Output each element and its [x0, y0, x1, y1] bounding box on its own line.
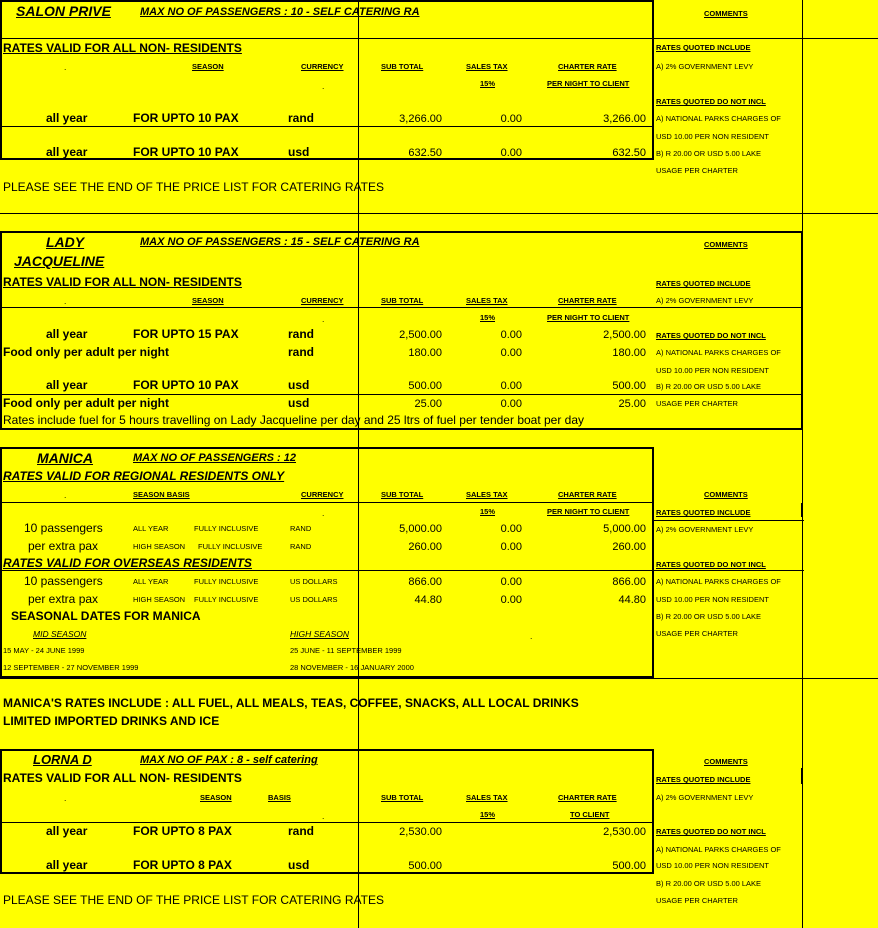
dot: .: [64, 296, 67, 306]
salestax: 0.00: [500, 523, 522, 535]
catering-note: PLEASE SEE THE END OF THE PRICE LIST FOR CATERING RATES: [3, 180, 384, 194]
side-note: A) NATIONAL PARKS CHARGES OF: [656, 845, 781, 854]
subtotal-header: SUB TOTAL: [381, 793, 424, 802]
percent-header: 15%: [480, 810, 496, 819]
grid-line: [802, 0, 803, 928]
charter-rate: 500.00: [612, 380, 646, 392]
toclient-header: TO CLIENT: [570, 810, 610, 819]
description: FOR UPTO 8 PAX: [133, 858, 232, 872]
currency: RAND: [290, 542, 312, 551]
currency-header: CURRENCY: [301, 490, 344, 499]
grid-line: [801, 768, 803, 784]
pax-label: per extra pax: [28, 592, 99, 606]
charter-rate: 180.00: [612, 347, 646, 359]
fuel-note: Rates include fuel for 5 hours travelling on Lady Jacqueline per day and 25 ltrs of fuel per tender boat per day: [3, 413, 585, 427]
subtotal: 25.00: [414, 398, 442, 410]
row-divider: [0, 394, 803, 395]
pernight-header: PER NIGHT TO CLIENT: [547, 79, 630, 88]
dot: .: [64, 490, 67, 500]
basis: FULLY INCLUSIVE: [194, 577, 259, 586]
salestax-header: SALES TAX: [466, 296, 508, 305]
dot: .: [64, 793, 67, 803]
season-header: SEASON: [200, 793, 232, 802]
comments-heading: COMMENTS: [704, 490, 748, 499]
rates-valid-label: RATES VALID FOR ALL NON- RESIDENTS: [3, 275, 242, 289]
charter-header: CHARTER RATE: [558, 62, 617, 71]
salestax: 0.00: [500, 380, 522, 392]
season: HIGH SEASON: [133, 542, 186, 551]
row-divider: [0, 307, 803, 308]
salestax: 0.00: [500, 594, 522, 606]
currency-header: CURRENCY: [301, 296, 344, 305]
currency: rand: [288, 824, 315, 838]
currency: rand: [288, 111, 315, 125]
side-note: USAGE PER CHARTER: [656, 166, 738, 175]
pax-label: 10 passengers: [24, 574, 103, 588]
pernight-header: PER NIGHT TO CLIENT: [547, 507, 630, 516]
grid-line: [0, 678, 878, 679]
side-note: RATES QUOTED DO NOT INCL: [656, 827, 766, 836]
boat-title: LORNA D: [33, 752, 92, 767]
season: ALL YEAR: [133, 577, 169, 586]
dot: .: [322, 811, 325, 821]
charter-rate: 2,530.00: [603, 826, 646, 838]
side-note: RATES QUOTED INCLUDE: [656, 43, 751, 52]
period: all year: [46, 327, 88, 341]
comments-heading: COMMENTS: [704, 9, 748, 18]
row-divider: [0, 570, 654, 571]
side-note: USD 10.00 PER NON RESIDENT: [656, 366, 769, 375]
mid-season-dates: 12 SEPTEMBER - 27 NOVEMBER 1999: [3, 663, 139, 672]
max-passengers: MAX NO OF PASSENGERS : 15 - SELF CATERING RA: [140, 236, 420, 248]
basis: FULLY INCLUSIVE: [198, 542, 263, 551]
charter-rate: 866.00: [612, 576, 646, 588]
manica-includes: LIMITED IMPORTED DRINKS AND ICE: [3, 714, 220, 728]
comments-heading: COMMENTS: [704, 240, 748, 249]
subtotal: 3,266.00: [399, 113, 442, 125]
season: HIGH SEASON: [133, 595, 186, 604]
subtotal: 500.00: [408, 380, 442, 392]
side-note: RATES QUOTED INCLUDE: [656, 508, 751, 517]
salestax: 0.00: [500, 147, 522, 159]
comments-heading: COMMENTS: [704, 757, 748, 766]
manica-includes: MANICA'S RATES INCLUDE : ALL FUEL, ALL MEALS, TEAS, COFFEE, SNACKS, ALL LOCAL DRINKS: [3, 696, 579, 710]
basis-header: BASIS: [268, 793, 291, 802]
season-header: SEASON: [192, 296, 224, 305]
dot: .: [322, 508, 325, 518]
description: FOR UPTO 10 PAX: [133, 111, 239, 125]
percent-header: 15%: [480, 79, 496, 88]
salestax: 0.00: [500, 329, 522, 341]
side-note: A) NATIONAL PARKS CHARGES OF: [656, 577, 781, 586]
salestax-header: SALES TAX: [466, 490, 508, 499]
row-divider: [0, 822, 654, 823]
charter-rate: 260.00: [612, 541, 646, 553]
row-divider: [0, 126, 654, 127]
side-note: B) R 20.00 OR USD 5.00 LAKE: [656, 149, 762, 158]
charter-rate: 44.80: [618, 594, 646, 606]
row-divider: [654, 38, 804, 39]
boat-title: JACQUELINE: [14, 253, 105, 269]
season-header: SEASON: [192, 62, 224, 71]
pernight-header: PER NIGHT TO CLIENT: [547, 313, 630, 322]
lorna-box: [0, 749, 654, 874]
dot: .: [322, 314, 325, 324]
charter-header: CHARTER RATE: [558, 793, 617, 802]
side-note: A) 2% GOVERNMENT LEVY: [656, 62, 754, 71]
side-note: USD 10.00 PER NON RESIDENT: [656, 132, 769, 141]
max-passengers: MAX NO OF PASSENGERS : 10 - SELF CATERING RA: [140, 6, 420, 18]
side-note: USD 10.00 PER NON RESIDENT: [656, 861, 769, 870]
currency: usd: [288, 396, 310, 410]
salestax: 0.00: [500, 347, 522, 359]
currency: usd: [288, 378, 310, 392]
high-season-label: HIGH SEASON: [290, 629, 350, 639]
row-divider: [654, 520, 804, 521]
side-note: RATES QUOTED DO NOT INCL: [656, 97, 766, 106]
period: all year: [46, 824, 88, 838]
salestax: 0.00: [500, 113, 522, 125]
currency-header: CURRENCY: [301, 62, 344, 71]
charter-rate: 2,500.00: [603, 329, 646, 341]
side-note: RATES QUOTED DO NOT INCL: [656, 331, 766, 340]
side-note: USD 10.00 PER NON RESIDENT: [656, 595, 769, 604]
charter-rate: 500.00: [612, 860, 646, 872]
percent-header: 15%: [480, 507, 496, 516]
subtotal: 260.00: [408, 541, 442, 553]
basis: FULLY INCLUSIVE: [194, 595, 259, 604]
subtotal: 5,000.00: [399, 523, 442, 535]
side-note: USAGE PER CHARTER: [656, 896, 738, 905]
rates-valid-label: RATES VALID FOR ALL NON- RESIDENTS: [3, 771, 242, 785]
charter-header: CHARTER RATE: [558, 296, 617, 305]
subtotal: 500.00: [408, 860, 442, 872]
row-divider: [0, 502, 654, 503]
high-season-dates: 25 JUNE - 11 SEPTEMBER 1999: [290, 646, 402, 655]
max-passengers: MAX NO OF PAX : 8 - self catering: [140, 754, 318, 766]
percent-header: 15%: [480, 313, 496, 322]
period: Food only per adult per night: [3, 345, 169, 359]
charter-rate: 632.50: [612, 147, 646, 159]
salestax: 0.00: [500, 541, 522, 553]
currency: RAND: [290, 524, 312, 533]
grid-line: [801, 503, 803, 517]
dot: .: [322, 81, 325, 91]
period: all year: [46, 111, 88, 125]
subtotal-header: SUB TOTAL: [381, 296, 424, 305]
side-note: USAGE PER CHARTER: [656, 399, 738, 408]
catering-note: PLEASE SEE THE END OF THE PRICE LIST FOR CATERING RATES: [3, 893, 384, 907]
side-note: RATES QUOTED INCLUDE: [656, 279, 751, 288]
boat-title: SALON PRIVE: [16, 3, 111, 19]
boat-title: MANICA: [37, 450, 93, 466]
subtotal-header: SUB TOTAL: [381, 62, 424, 71]
subtotal-header: SUB TOTAL: [381, 490, 424, 499]
currency: US DOLLARS: [290, 595, 338, 604]
side-note: B) R 20.00 OR USD 5.00 LAKE: [656, 879, 762, 888]
pax-label: per extra pax: [28, 539, 99, 553]
subtotal: 866.00: [408, 576, 442, 588]
description: FOR UPTO 8 PAX: [133, 824, 232, 838]
side-note: RATES QUOTED DO NOT INCL: [656, 560, 766, 569]
side-note: A) 2% GOVERNMENT LEVY: [656, 793, 754, 802]
rates-valid-label: RATES VALID FOR ALL NON- RESIDENTS: [3, 41, 242, 55]
side-note: B) R 20.00 OR USD 5.00 LAKE: [656, 612, 762, 621]
side-note: USAGE PER CHARTER: [656, 629, 738, 638]
salestax-header: SALES TAX: [466, 793, 508, 802]
currency: usd: [288, 858, 310, 872]
dot: .: [530, 631, 533, 641]
subtotal: 2,500.00: [399, 329, 442, 341]
charter-rate: 3,266.00: [603, 113, 646, 125]
period: all year: [46, 858, 88, 872]
side-note: A) NATIONAL PARKS CHARGES OF: [656, 348, 781, 357]
salestax: 0.00: [500, 576, 522, 588]
side-note: RATES QUOTED INCLUDE: [656, 775, 751, 784]
side-note: A) NATIONAL PARKS CHARGES OF: [656, 114, 781, 123]
description: FOR UPTO 15 PAX: [133, 327, 239, 341]
rates-valid-label: RATES VALID FOR OVERSEAS RESIDENTS: [3, 556, 252, 570]
row-divider: [654, 570, 804, 571]
charter-rate: 25.00: [618, 398, 646, 410]
salestax-header: SALES TAX: [466, 62, 508, 71]
salestax: 0.00: [500, 398, 522, 410]
season: ALL YEAR: [133, 524, 169, 533]
max-passengers: MAX NO OF PASSENGERS : 12: [133, 452, 296, 464]
high-season-dates: 28 NOVEMBER - 16 JANUARY 2000: [290, 663, 414, 672]
currency: usd: [288, 145, 310, 159]
period: all year: [46, 378, 88, 392]
description: FOR UPTO 10 PAX: [133, 145, 239, 159]
subtotal: 632.50: [408, 147, 442, 159]
currency: rand: [288, 345, 315, 359]
description: FOR UPTO 10 PAX: [133, 378, 239, 392]
period: Food only per adult per night: [3, 396, 169, 410]
side-note: B) R 20.00 OR USD 5.00 LAKE: [656, 382, 762, 391]
side-note: A) 2% GOVERNMENT LEVY: [656, 525, 754, 534]
basis: FULLY INCLUSIVE: [194, 524, 259, 533]
mid-season-dates: 15 MAY - 24 JUNE 1999: [3, 646, 85, 655]
charter-header: CHARTER RATE: [558, 490, 617, 499]
subtotal: 44.80: [414, 594, 442, 606]
season-header: SEASON BASIS: [133, 490, 190, 499]
seasonal-dates-heading: SEASONAL DATES FOR MANICA: [11, 609, 201, 623]
pax-label: 10 passengers: [24, 521, 103, 535]
grid-line: [0, 213, 878, 214]
dot: .: [64, 62, 67, 72]
charter-rate: 5,000.00: [603, 523, 646, 535]
boat-title: LADY: [46, 234, 85, 250]
subtotal: 180.00: [408, 347, 442, 359]
currency: rand: [288, 327, 315, 341]
mid-season-label: MID SEASON: [33, 629, 87, 639]
rates-valid-label: RATES VALID FOR REGIONAL RESIDENTS ONLY: [3, 469, 285, 483]
side-note: A) 2% GOVERNMENT LEVY: [656, 296, 754, 305]
period: all year: [46, 145, 88, 159]
currency: US DOLLARS: [290, 577, 338, 586]
subtotal: 2,530.00: [399, 826, 442, 838]
